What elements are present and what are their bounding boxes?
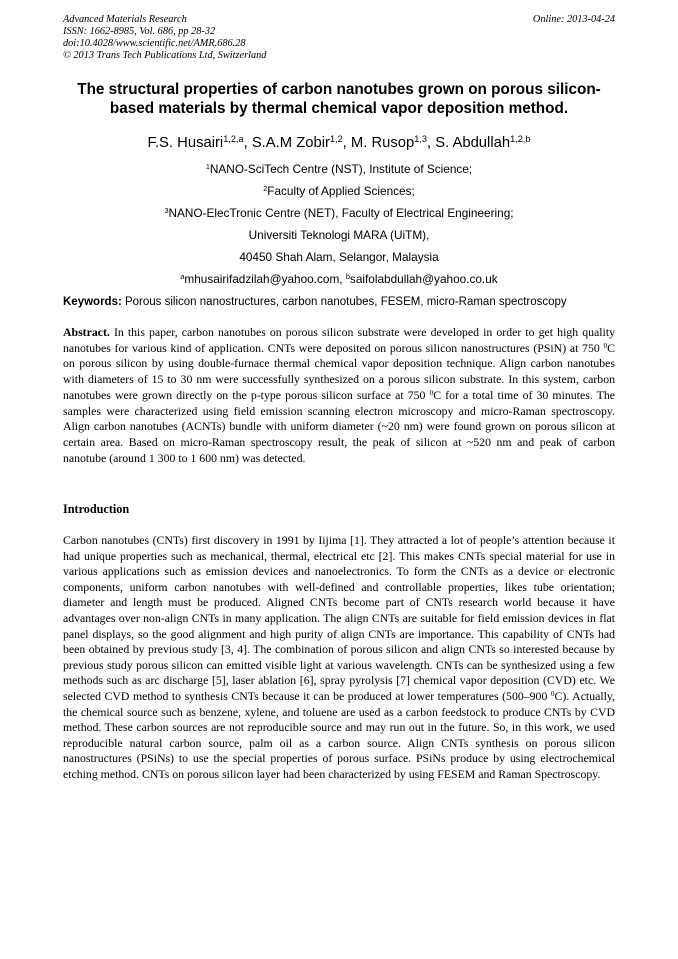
journal-name: Advanced Materials Research bbox=[63, 14, 187, 25]
author-emails: $^a$mhusairifadzilah@yahoo.com, $^b$saifolabdullah@yahoo.co.uk bbox=[180, 271, 498, 286]
author-affiliation-mark: 1,2,a bbox=[223, 133, 244, 144]
email-a: mhusairifadzilah@yahoo.com, bbox=[184, 272, 346, 286]
journal-doi: doi:10.4028/www.scientific.net/AMR.686.28 bbox=[63, 38, 246, 49]
affiliation-1: $^1$NANO-SciTech Centre (NST), Institute of Science; bbox=[205, 161, 473, 176]
abstract: Abstract. In this paper, carbon nanotubes on porous silicon substrate were developed in order to get high quality nanotubes for various kind of application. CNTs were deposited on porous silicon nanostructures (PSiN) at 750 $^0$C on porous silicon by using double-furnace thermal chemical vapor deposition technique. Align carbon nanotubes with diameters of 15 to 30 nm were successfully synthesized on a porous silicon substrate. In this system, carbon nanotubes were grown directly on the p-type porous silicon surface at 750 $^0$C for a total time of 30 minutes. The samples were characterized using field emission scanning electron microscopy and micro-Raman spectroscopy. Align carbon nanotubes (ACNTs) bundle with uniform diameter (~20 nm) were found grown on porous silicon at certain area. Based on micro-Raman spectroscopy result, the peak of silicon at ~520 nm and peak of carbon nanotube (around 1 300 to 1 600 nm) was detected. bbox=[63, 325, 615, 465]
author-name: S.A.M Zobir bbox=[251, 135, 330, 151]
author-affiliation-mark: 1,3 bbox=[414, 133, 427, 144]
paper-title: The structural properties of carbon nanotubes grown on porous silicon-based materials by thermal chemical vapor deposition method. bbox=[77, 81, 601, 117]
journal-issn: ISSN: 1662-8985, Vol. 686, pp 28-32 bbox=[63, 26, 216, 37]
author-affiliation-mark: 1,2 bbox=[329, 133, 343, 144]
author-name: M. Rusop bbox=[350, 135, 415, 151]
online-date: Online: 2013-04-24 bbox=[532, 14, 615, 25]
affiliation-3: $^3$NANO-ElecTronic Centre (NET), Faculty of Electrical Engineering; bbox=[164, 205, 514, 220]
introduction-paragraph: Carbon nanotubes (CNTs) first discovery in 1991 by Iijima [1]. They attracted a lot of people’s attention because it had unique properties such as mechanical, thermal, electrical etc [2]. This makes CNTs special material for use in various applications such as emission devices and nanoelectronics. To form the CNTs as a device or electronic components, uniform carbon nanotubes with well-defined and controllable properties, likes tube orientation; diameter and length must be produced. Aligned CNTs become part of CNTs research world because it have advantages over non-align CNTs in many application. The align CNTs are suitable for field emission devices in flat panel displays, so the good alignment and high purity of align CNTs are importance. This capability of CNTs had been obtained by previous study [3, 4]. The combination of porous silicon and align CNTs so interested because by previous study porous silicon can emitted visible light at various wavelength. CNTs can be synthesized using a few methods such as arc discharge [5], laser ablation [6], spray pyrolysis [7] chemical vapor deposition (CVD) etc. We selected CVD method to synthesis CNTs because it can be produced at lower temperatures (500–900 $^0$C). Actually, the chemical source such as benzene, xylene, and toluene are used as a carbon feedstock to produce CNTs by CVD method. These carbon sources are not reproducible source and may run out in the future. So, in this work, we used reproducible natural carbon source, palm oil as a carbon source. Align CNTs synthesis on porous silicon nanostructures (PSiNs) to use the special properties of porous surface. PSiNs produce by using electrochemical etching method. CNTs on porous silicon layer had been characterized by using FESEM and Raman Spectroscopy. bbox=[63, 533, 615, 781]
journal-copyright: © 2013 Trans Tech Publications Ltd, Switzerland bbox=[63, 50, 267, 61]
author-affiliation-mark: 1,2,b bbox=[510, 133, 531, 144]
journal-header bbox=[63, 14, 266, 62]
section-heading-introduction: Introduction bbox=[63, 502, 130, 516]
affiliation-2: $^2$Faculty of Applied Sciences; bbox=[263, 183, 415, 198]
author-name: F.S. Husairi bbox=[147, 135, 224, 151]
abstract-label: Abstract. bbox=[63, 325, 110, 339]
keywords bbox=[63, 295, 623, 309]
keywords-label: Keywords: bbox=[63, 296, 122, 308]
keywords-text: Porous silicon nanostructures, carbon nanotubes, FESEM, micro-Raman spectroscopy bbox=[121, 296, 567, 308]
author-name: S. Abdullah bbox=[435, 135, 511, 151]
affiliation-address: 40450 Shah Alam, Selangor, Malaysia bbox=[239, 250, 439, 264]
author-list: F.S. Husairi$^{1,2,a}$, S.A.M Zobir$^{1,2}$, M. Rusop$^{1,3}$, S. Abdullah$^{1,2,b}$ bbox=[147, 133, 531, 151]
affiliation-university: Universiti Teknologi MARA (UiTM), bbox=[248, 228, 430, 242]
email-b: saifolabdullah@yahoo.co.uk bbox=[349, 272, 498, 286]
